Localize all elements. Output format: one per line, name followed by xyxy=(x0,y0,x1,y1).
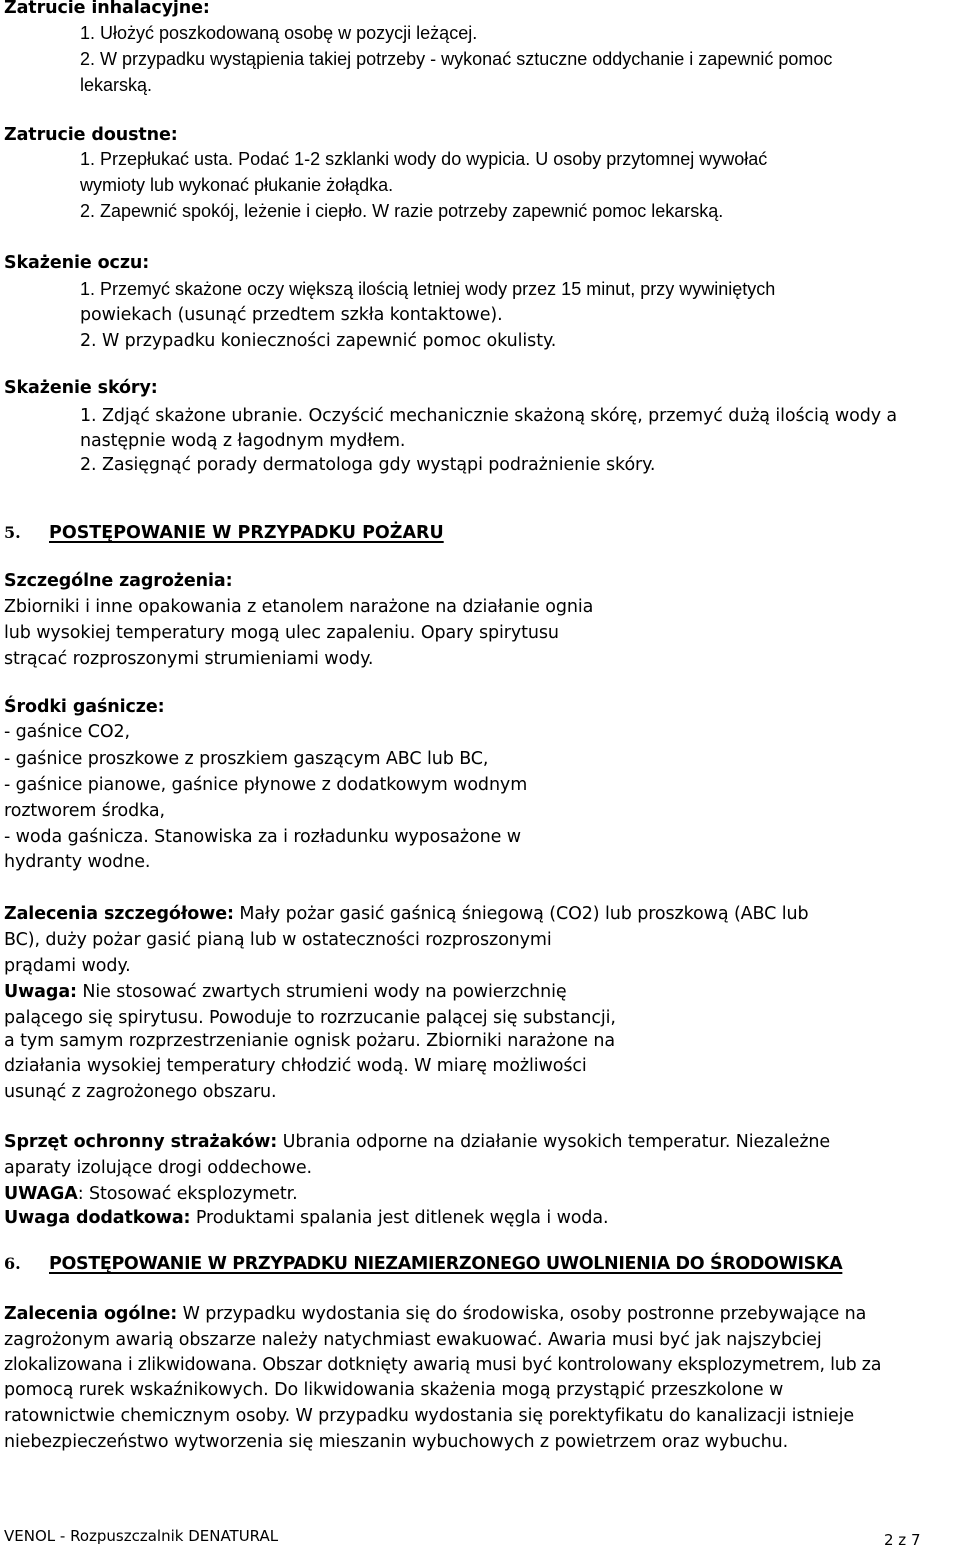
general-text: W przypadku wydostania się do środowiska, osoby postronne przebywające na xyxy=(177,1304,867,1324)
oral-item-2: 2. Zapewnić spokój, leżenie i ciepło. W razie potrzeby zapewnić pomoc lekarską. xyxy=(80,201,724,221)
hazards-line-2: lub wysokiej temperatury mogą ulec zapaleniu. Opary spirytusu xyxy=(4,623,559,643)
additional-text: Produktami spalania jest ditlenek węgla i woda. xyxy=(190,1208,609,1228)
inhalation-item-2-cont: lekarską. xyxy=(80,75,153,95)
media-line-3: - gaśnice pianowe, gaśnice płynowe z dodatkowym wodnym xyxy=(4,775,528,795)
caps-warning-line xyxy=(4,1181,298,1207)
detailed-text: Mały pożar gasić gaśnicą śniegową (CO2) lub proszkową (ABC lub xyxy=(233,904,809,924)
media-line-5: - woda gaśnicza. Stanowiska za i rozładunku wyposażone w xyxy=(4,827,521,847)
skin-item-1: 1. Zdjąć skażone ubranie. Oczyścić mechanicznie skażoną skórę, przemyć dużą ilością wody a xyxy=(80,406,898,426)
inhalation-item-1: 1. Ułożyć poszkodowaną osobę w pozycji leżącej. xyxy=(80,23,478,43)
equipment-text: Ubrania odporne na działanie wysokich temperatur. Niezależne xyxy=(277,1132,831,1152)
detailed-line-3: prądami wody. xyxy=(4,956,131,976)
equipment-label: Sprzęt ochronny strażaków: xyxy=(4,1132,278,1152)
hazards-heading: Szczególne zagrożenia: xyxy=(4,571,233,591)
inhalation-heading: Zatrucie inhalacyjne: xyxy=(4,0,210,18)
warning-text: Nie stosować zwartych strumieni wody na powierzchnię xyxy=(76,982,567,1002)
section-5-title: POSTĘPOWANIE W PRZYPADKU POŻARU xyxy=(49,523,444,543)
skin-heading: Skażenie skóry: xyxy=(4,378,158,398)
general-line-4: pomocą rurek wskaźnikowych. Do likwidowania skażenia mogą przystąpić przeszkolone w xyxy=(4,1380,784,1400)
warning-line-3: a tym samym rozprzestrzenianie ognisk pożaru. Zbiorniki narażone na xyxy=(4,1031,615,1051)
media-line-2: - gaśnice proszkowe z proszkiem gaszącym ABC lub BC, xyxy=(4,749,489,769)
general-label: Zalecenia ogólne: xyxy=(4,1304,178,1324)
oral-item-1: 1. Przepłukać usta. Podać 1-2 szklanki wody do wypicia. U osoby przytomnej wywołać xyxy=(80,149,768,169)
oral-heading: Zatrucie doustne: xyxy=(4,125,178,145)
general-line-5: ratownictwie chemicznym osoby. W przypadku wydostania się porektyfikatu do kanalizacji istnieje xyxy=(4,1406,855,1426)
equipment-line-2: aparaty izolujące drogi oddechowe. xyxy=(4,1158,313,1178)
media-heading: Środki gaśnicze: xyxy=(4,697,165,717)
media-line-4: roztworem środka, xyxy=(4,801,165,821)
footer-product: VENOL - Rozpuszczalnik DENATURAL xyxy=(4,1527,279,1545)
section-6-title: POSTĘPOWANIE W PRZYPADKU NIEZAMIERZONEGO UWOLNIENIA DO ŚRODOWISKA xyxy=(49,1254,843,1274)
eyes-heading: Skażenie oczu: xyxy=(4,253,150,273)
caps-warning-text: : Stosować eksplozymetr. xyxy=(77,1184,298,1204)
warning-line-2: palącego się spirytusu. Powoduje to rozrzucanie palącej się substancji, xyxy=(4,1008,616,1028)
additional-line xyxy=(4,1205,609,1231)
general-line-2: zagrożonym awarią obszarze należy natychmiast ewakuować. Awaria musi być jak najszybciej xyxy=(4,1330,822,1350)
inhalation-item-2: 2. W przypadku wystąpienia takiej potrzeby - wykonać sztuczne oddychanie i zapewnić pomoc xyxy=(80,49,833,69)
skin-item-1-cont: następnie wodą z łagodnym mydłem. xyxy=(80,431,406,451)
skin-item-2: 2. Zasięgnąć porady dermatologa gdy wystąpi podrażnienie skóry. xyxy=(80,455,656,475)
hazards-line-3: strącać rozproszonymi strumieniami wody. xyxy=(4,649,374,669)
footer-page-number: 2 z 7 xyxy=(884,1531,921,1549)
warning-line-4: działania wysokiej temperatury chłodzić wodą. W miarę możliwości xyxy=(4,1056,587,1076)
eyes-item-1-cont: powiekach (usunąć przedtem szkła kontaktowe). xyxy=(80,305,503,325)
warning-label: Uwaga: xyxy=(4,982,77,1002)
detailed-line-1 xyxy=(4,901,808,927)
section-6-number: 6. xyxy=(4,1254,21,1273)
general-line-3: zlokalizowana i zlikwidowana. Obszar dotknięty awarią musi być kontrolowany eksplozymetrem, lub za xyxy=(4,1355,882,1375)
section-6-heading xyxy=(4,1251,843,1277)
eyes-item-1: 1. Przemyć skażone oczy większą ilością letniej wody przez 15 minut, przy wywiniętych xyxy=(80,279,776,299)
section-5-number: 5. xyxy=(4,523,21,542)
detailed-line-2: BC), duży pożar gasić pianą lub w ostateczności rozproszonymi xyxy=(4,930,552,950)
equipment-line-1 xyxy=(4,1129,830,1155)
media-line-1: - gaśnice CO2, xyxy=(4,722,131,742)
additional-label: Uwaga dodatkowa: xyxy=(4,1208,191,1228)
eyes-item-2: 2. W przypadku konieczności zapewnić pomoc okulisty. xyxy=(80,331,557,351)
caps-warning-label: UWAGA xyxy=(4,1184,78,1204)
media-line-6: hydranty wodne. xyxy=(4,852,151,872)
oral-item-1-cont: wymioty lub wykonać płukanie żołądka. xyxy=(80,175,394,195)
warning-line-1 xyxy=(4,979,567,1005)
detailed-label: Zalecenia szczegółowe: xyxy=(4,904,234,924)
section-5-heading xyxy=(4,520,444,546)
warning-line-5: usunąć z zagrożonego obszaru. xyxy=(4,1082,277,1102)
hazards-line-1: Zbiorniki i inne opakowania z etanolem narażone na działanie ognia xyxy=(4,597,594,617)
general-line-1 xyxy=(4,1301,866,1327)
general-line-6: niebezpieczeństwo wytworzenia się mieszanin wybuchowych z powietrzem oraz wybuchu. xyxy=(4,1432,789,1452)
